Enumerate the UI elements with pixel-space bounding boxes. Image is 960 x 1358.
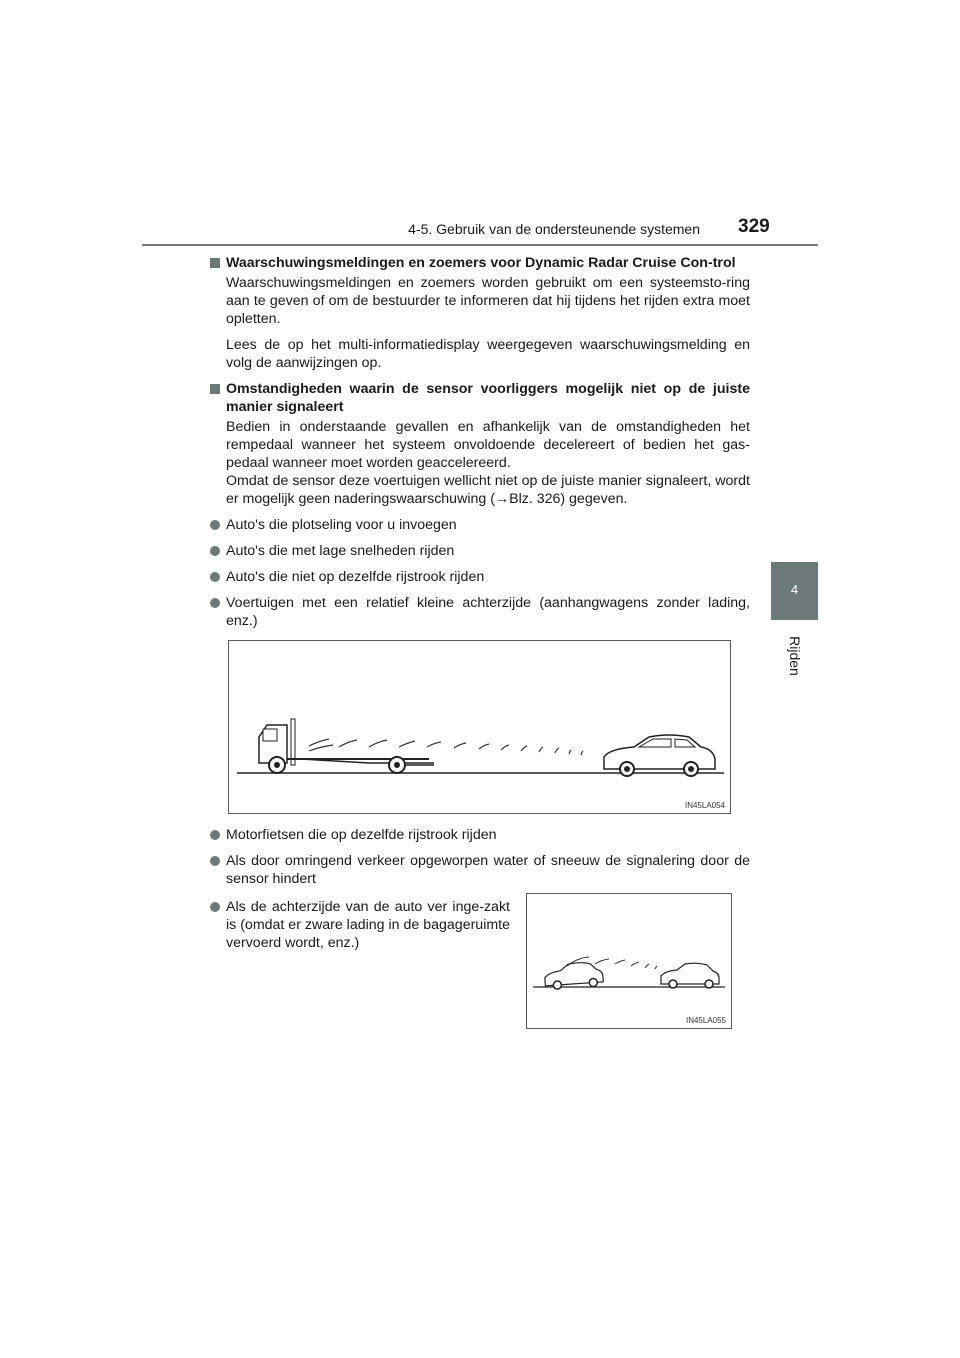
last-bullet — [210, 898, 510, 960]
round-bullet-icon — [210, 598, 220, 608]
paragraph: Omdat de sensor deze voertuigen wellicht niet op de juiste manier signaleert, wordt er mogelijk geen naderingswaarschuwing (→Blz. 326) gegeven. — [226, 473, 750, 507]
paragraph: Waarschuwingsmeldingen en zoemers worden gebruikt om een systeemsto-ring aan te geven of om de bestuurder te informeren dat hij tijdens het rijden extra moet opletten. — [226, 275, 750, 327]
page-number: 329 — [738, 216, 770, 237]
main-content — [210, 254, 750, 638]
square-bullet-icon — [210, 258, 220, 268]
figure-code: IN45LA054 — [684, 801, 725, 810]
section-heading: Waarschuwingsmeldingen en zoemers voor Dynamic Radar Cruise Con-trol — [210, 254, 750, 272]
bullets-after-figure — [210, 826, 750, 896]
chapter-number: 4 — [790, 582, 799, 597]
paragraph: Bedien in onderstaande gevallen en afhankelijk van de omstandigheden het rempedaal wanneer het systeem onvoldoende decelereert of bedien het gas-pedaal wanneer moet worden geaccelereerd. — [226, 419, 750, 471]
running-header: 4-5. Gebruik van de ondersteunende systemen — [408, 221, 700, 237]
round-bullet-icon — [210, 546, 220, 556]
list-item: Voertuigen met een relatief kleine achterzijde (aanhangwagens zonder lading, enz.) — [210, 594, 750, 630]
round-bullet-icon — [210, 902, 220, 912]
figure-truck-trailer — [228, 640, 731, 814]
paragraph: Lees de op het multi-informatiedisplay weergegeven waarschuwingsmelding en volg de aanwijzingen op. — [226, 337, 750, 371]
list-item: Auto's die niet op dezelfde rijstrook rijden — [210, 568, 750, 586]
chapter-tab[interactable] — [771, 562, 818, 620]
list-item: Auto's die plotseling voor u invoegen — [210, 516, 750, 534]
round-bullet-icon — [210, 572, 220, 582]
square-bullet-icon — [210, 384, 220, 394]
chapter-label: Rijden — [787, 636, 803, 676]
list-item: Als de achterzijde van de auto ver inge-zakt is (omdat er zware lading in de bagageruimte vervoerd wordt, enz.) — [210, 898, 510, 952]
sagging-car-illustration — [527, 894, 731, 1028]
round-bullet-icon — [210, 520, 220, 530]
figure-sagging-car — [526, 893, 732, 1029]
header-divider — [142, 244, 818, 246]
list-item: Motorfietsen die op dezelfde rijstrook rijden — [210, 826, 750, 844]
chapter-label-box — [770, 631, 820, 681]
list-item: Auto's die met lage snelheden rijden — [210, 542, 750, 560]
section-heading: Omstandigheden waarin de sensor voorliggers mogelijk niet op de juiste manier signaleert — [210, 380, 750, 416]
figure-code: IN45LA055 — [685, 1016, 726, 1025]
truck-trailer-illustration — [229, 641, 730, 813]
list-item: Als door omringend verkeer opgeworpen water of sneeuw de signalering door de sensor hindert — [210, 852, 750, 888]
round-bullet-icon — [210, 856, 220, 866]
round-bullet-icon — [210, 830, 220, 840]
